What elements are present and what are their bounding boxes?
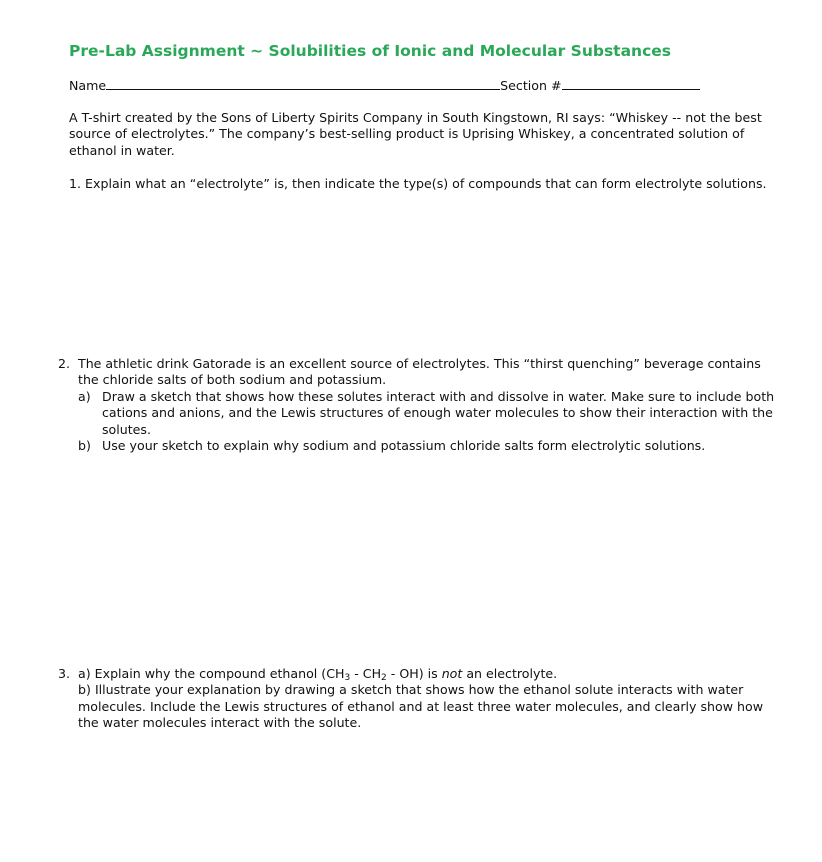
- question-2-text: The athletic drink Gatorade is an excellent source of electrolytes. This “thirst quenching” beverage contains the chloride salts of both sodium and potassium.: [78, 356, 761, 388]
- question-3a-text-3: - OH) is: [386, 666, 442, 681]
- question-3-number: 3.: [58, 666, 71, 681]
- question-3a-text-4: an electrolyte.: [462, 666, 558, 681]
- question-3a: [78, 666, 778, 682]
- subscript-3: 3: [344, 673, 351, 683]
- question-3b: [58, 682, 778, 731]
- question-3a-text-2: - CH: [350, 666, 382, 681]
- question-1: [69, 176, 769, 192]
- intro-paragraph: A T-shirt created by the Sons of Liberty Spirits Company in South Kingstown, RI says: “Whiskey -- not the best source of electrolytes.” The company’s best-selling product is Uprising Whiskey, a concentrated solution of ethanol in water.: [69, 110, 762, 158]
- section-label: Section #: [500, 78, 562, 93]
- question-2b: [58, 438, 778, 454]
- name-blank: [106, 77, 500, 90]
- page-title: Pre-Lab Assignment ~ Solubilities of Ionic and Molecular Substances: [69, 42, 672, 60]
- question-2: [58, 356, 778, 454]
- question-2b-text: Use your sketch to explain why sodium and potassium chloride salts form electrolytic solutions.: [102, 438, 706, 454]
- question-2a-label: a): [78, 388, 91, 404]
- question-3a-text-1: Explain why the compound ethanol (CH: [94, 666, 345, 681]
- question-2a-text: Draw a sketch that shows how these solutes interact with and dissolve in water. Make sure to include both cations and anions, and the Lewis structures of enough water molecules to show their interaction with the solutes.: [102, 388, 775, 437]
- question-3a-emphasis: not: [441, 666, 463, 681]
- question-1-text: Explain what an “electrolyte” is, then indicate the type(s) of compounds that can form electrolyte solutions.: [85, 176, 767, 191]
- question-3b-label: b): [78, 682, 91, 698]
- question-2b-label: b): [78, 438, 91, 454]
- question-2a: [58, 389, 778, 438]
- subscript-2: 2: [381, 673, 387, 683]
- question-2-number: 2.: [58, 356, 71, 371]
- question-1-number: 1.: [69, 176, 82, 191]
- question-3: [58, 666, 778, 732]
- question-3a-label: a): [78, 666, 91, 681]
- question-3b-text: Illustrate your explanation by drawing a sketch that shows how the ethanol solute interacts with water molecules. Include the Lewis structures of ethanol and at least three water molecules, and clearly show how the water molecules interact with the solute.: [78, 682, 764, 731]
- name-label: Name: [69, 78, 107, 93]
- section-blank: [562, 77, 700, 90]
- name-section-line: [69, 77, 709, 94]
